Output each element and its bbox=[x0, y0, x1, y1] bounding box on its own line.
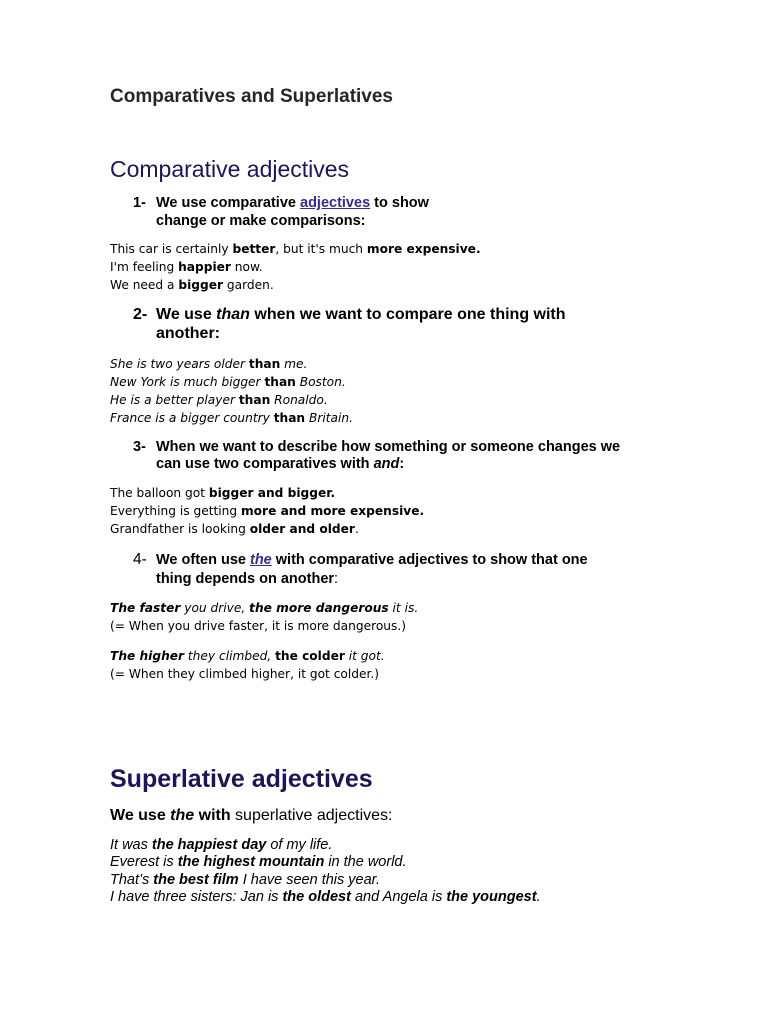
rule-4-line-1: We often use the with comparative adjectives to show that one bbox=[156, 552, 588, 568]
the-link[interactable]: the bbox=[250, 552, 272, 568]
example-group-1 bbox=[110, 240, 481, 294]
rule-3-line-2: can use two comparatives with and: bbox=[156, 456, 405, 472]
example-line: This car is certainly better, but it's much more expensive. bbox=[110, 242, 481, 256]
page-title: Comparatives and Superlatives bbox=[110, 86, 393, 107]
example-line: He is a better player than Ronaldo. bbox=[110, 393, 328, 407]
example-line: The faster you drive, the more dangerous it is. bbox=[110, 601, 419, 615]
comparative-heading: Comparative adjectives bbox=[110, 156, 350, 182]
example-line: I'm feeling happier now. bbox=[110, 260, 263, 274]
example-group-4b bbox=[110, 647, 385, 683]
superlative-intro: We use the with superlative adjectives: bbox=[110, 807, 393, 824]
example-line: France is a bigger country than Britain. bbox=[110, 411, 353, 425]
example-line: The balloon got bigger and bigger. bbox=[110, 486, 336, 500]
rule-2-line-2: another: bbox=[156, 325, 220, 342]
example-line: Everest is the highest mountain in the world. bbox=[110, 854, 407, 871]
example-group-4a bbox=[110, 599, 418, 635]
example-group-2 bbox=[110, 355, 353, 427]
rule-2-number: 2- bbox=[133, 306, 148, 323]
example-line: New York is much bigger than Boston. bbox=[110, 375, 346, 389]
rule-1-line-1 bbox=[156, 194, 429, 212]
rule-4-line-2: thing depends on another: bbox=[156, 571, 339, 587]
rule-3-line-1: When we want to describe how something or someone changes we bbox=[156, 439, 621, 455]
example-line: I have three sisters: Jan is the oldest and Angela is the youngest. bbox=[110, 888, 541, 905]
example-line: Grandfather is looking older and older. bbox=[110, 522, 359, 536]
example-gloss: (= When they climbed higher, it got colder.) bbox=[110, 667, 379, 681]
adjectives-link[interactable]: adjectives bbox=[300, 195, 371, 211]
rule-1-text: We use comparative bbox=[156, 195, 300, 211]
rule-1-text-end: to show bbox=[370, 195, 429, 211]
example-group-3 bbox=[110, 484, 424, 538]
than-word: than bbox=[216, 306, 250, 323]
example-line: We need a bigger garden. bbox=[110, 278, 274, 292]
rule-2-line-1: We use than when we want to compare one thing with bbox=[156, 306, 566, 323]
superlative-heading: Superlative adjectives bbox=[110, 765, 373, 793]
example-line: Everything is getting more and more expensive. bbox=[110, 504, 425, 518]
superlative-examples bbox=[110, 837, 541, 906]
and-word: and bbox=[373, 456, 400, 472]
rule-1-line-2: change or make comparisons: bbox=[156, 213, 366, 229]
example-line: It was the happiest day of my life. bbox=[110, 837, 333, 853]
example-line: That’s the best film I have seen this year. bbox=[110, 871, 380, 888]
example-gloss: (= When you drive faster, it is more dangerous.) bbox=[110, 619, 406, 633]
example-line: She is two years older than me. bbox=[110, 357, 308, 371]
rule-4-number: 4- bbox=[133, 551, 147, 568]
rule-1-number: 1- bbox=[133, 195, 146, 211]
example-line: The higher they climbed, the colder it got. bbox=[110, 649, 385, 663]
rule-3-number: 3- bbox=[133, 439, 146, 455]
